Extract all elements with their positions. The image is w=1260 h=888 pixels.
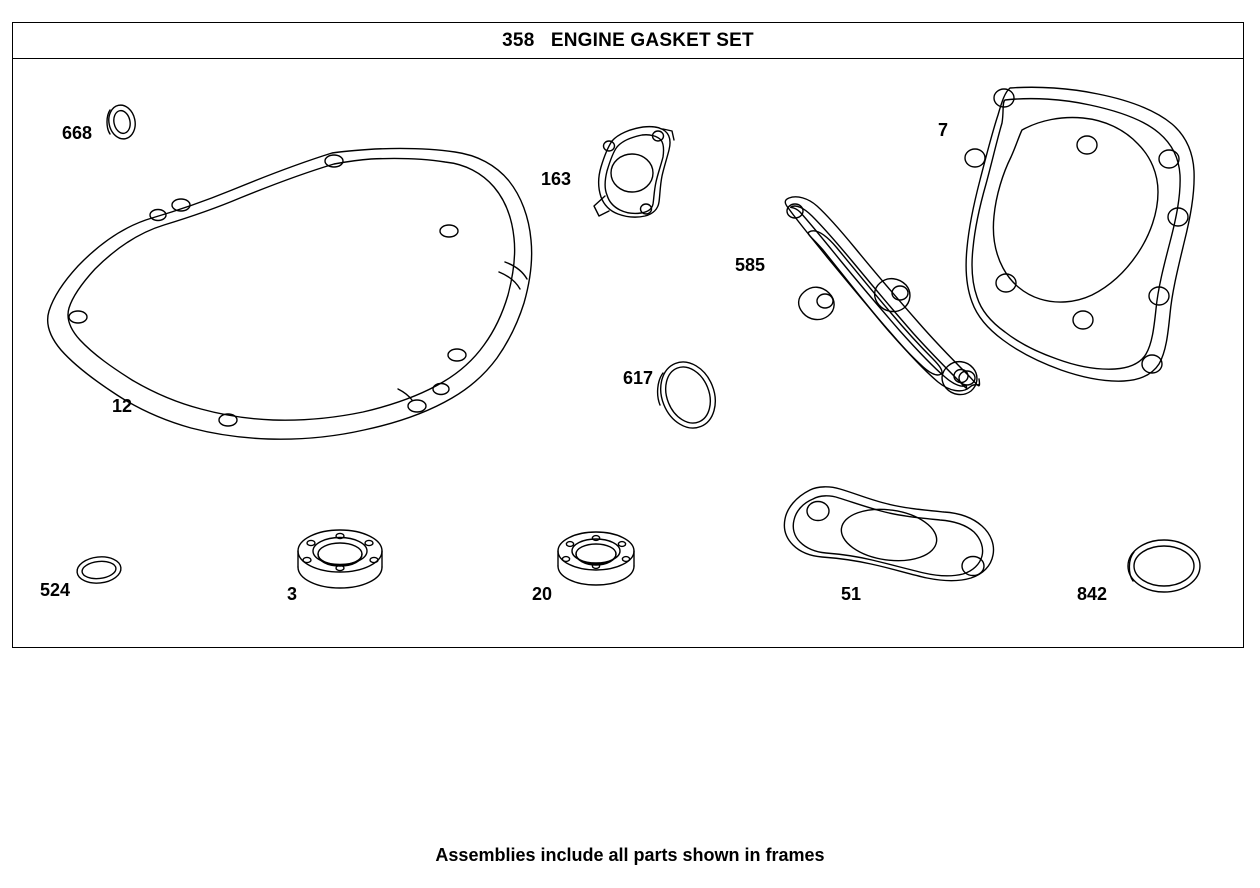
page-title: 358 ENGINE GASKET SET — [502, 29, 754, 51]
callout-842[interactable]: 842 — [1077, 584, 1108, 604]
callout-51[interactable]: 51 — [841, 584, 862, 604]
callout-617[interactable]: 617 — [623, 368, 654, 388]
callout-20[interactable]: 20 — [532, 584, 553, 604]
callout-163[interactable]: 163 — [541, 169, 572, 189]
callout-12[interactable]: 12 — [112, 396, 133, 416]
callout-585[interactable]: 585 — [735, 255, 766, 275]
diagram-drawing-area — [13, 59, 1243, 648]
diagram-title-bar — [13, 23, 1243, 59]
callout-524[interactable]: 524 — [40, 580, 71, 600]
diagram-frame — [12, 22, 1244, 648]
callout-3[interactable]: 3 — [287, 584, 298, 604]
footer-note: Assemblies include all parts shown in frames — [435, 845, 825, 865]
callout-668[interactable]: 668 — [62, 123, 93, 143]
callout-7[interactable]: 7 — [938, 120, 949, 140]
